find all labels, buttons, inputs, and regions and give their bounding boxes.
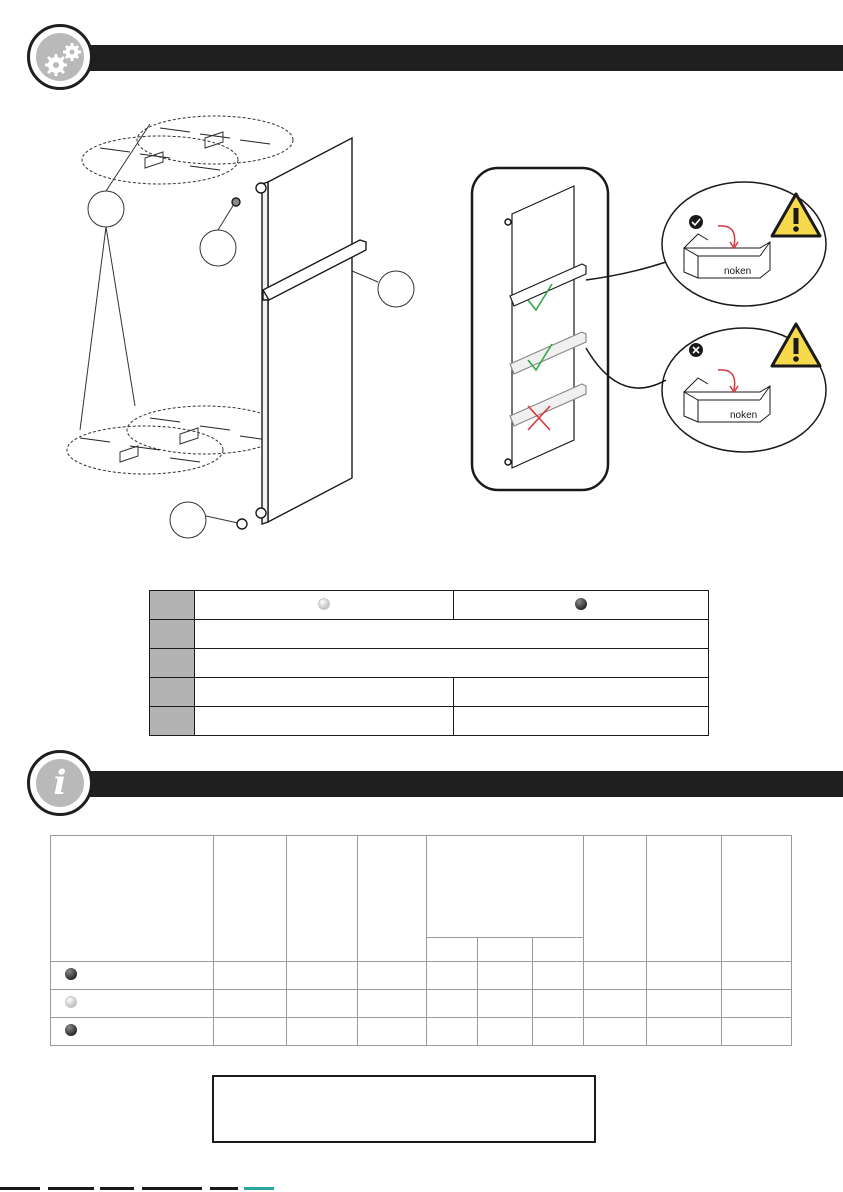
info-section-bar	[40, 771, 843, 797]
box-brand-label-2: noken	[730, 410, 758, 421]
warning-icon	[772, 194, 820, 236]
warning-icon-2	[772, 324, 820, 366]
finishes-table-row	[150, 649, 709, 678]
chrome-finish-swatch	[318, 598, 330, 610]
callout-circle-d	[170, 502, 206, 538]
approved-icon	[689, 215, 703, 229]
info-icon: i	[53, 763, 67, 803]
bottom-fixings-group-a	[127, 406, 283, 454]
black-finish-swatch	[65, 1024, 77, 1036]
finishes-table	[149, 590, 709, 736]
specifications-table	[50, 835, 792, 1046]
exploded-assembly-drawing	[40, 100, 440, 550]
black-finish-swatch	[575, 598, 587, 610]
spec-row	[51, 962, 792, 990]
callout-circle-a	[88, 191, 124, 227]
info-section-badge	[27, 750, 93, 816]
callout-circle-c	[378, 271, 414, 307]
top-fixings-group-b	[82, 136, 238, 184]
chrome-finish-swatch	[65, 996, 77, 1008]
finishes-table-row	[150, 620, 709, 649]
finishes-table-row	[150, 707, 709, 736]
spec-row	[51, 990, 792, 1018]
gears-icon	[44, 39, 84, 79]
black-finish-swatch	[65, 968, 77, 980]
finishes-table-header	[150, 591, 709, 620]
assembly-section-bar	[40, 45, 843, 71]
box-brand-label-1: noken	[724, 266, 752, 277]
key-cell	[150, 591, 195, 620]
finishes-table-row	[150, 678, 709, 707]
bottom-fixings-group-b	[67, 426, 223, 474]
footer-strip	[0, 1184, 843, 1192]
note-box	[212, 1075, 596, 1143]
callout-circle-b	[200, 230, 236, 266]
spec-row	[51, 1018, 792, 1046]
finish-chrome-cell	[195, 591, 454, 620]
assembly-section-badge	[27, 24, 93, 90]
finish-black-cell	[454, 591, 709, 620]
bar-position-inset	[470, 166, 842, 496]
